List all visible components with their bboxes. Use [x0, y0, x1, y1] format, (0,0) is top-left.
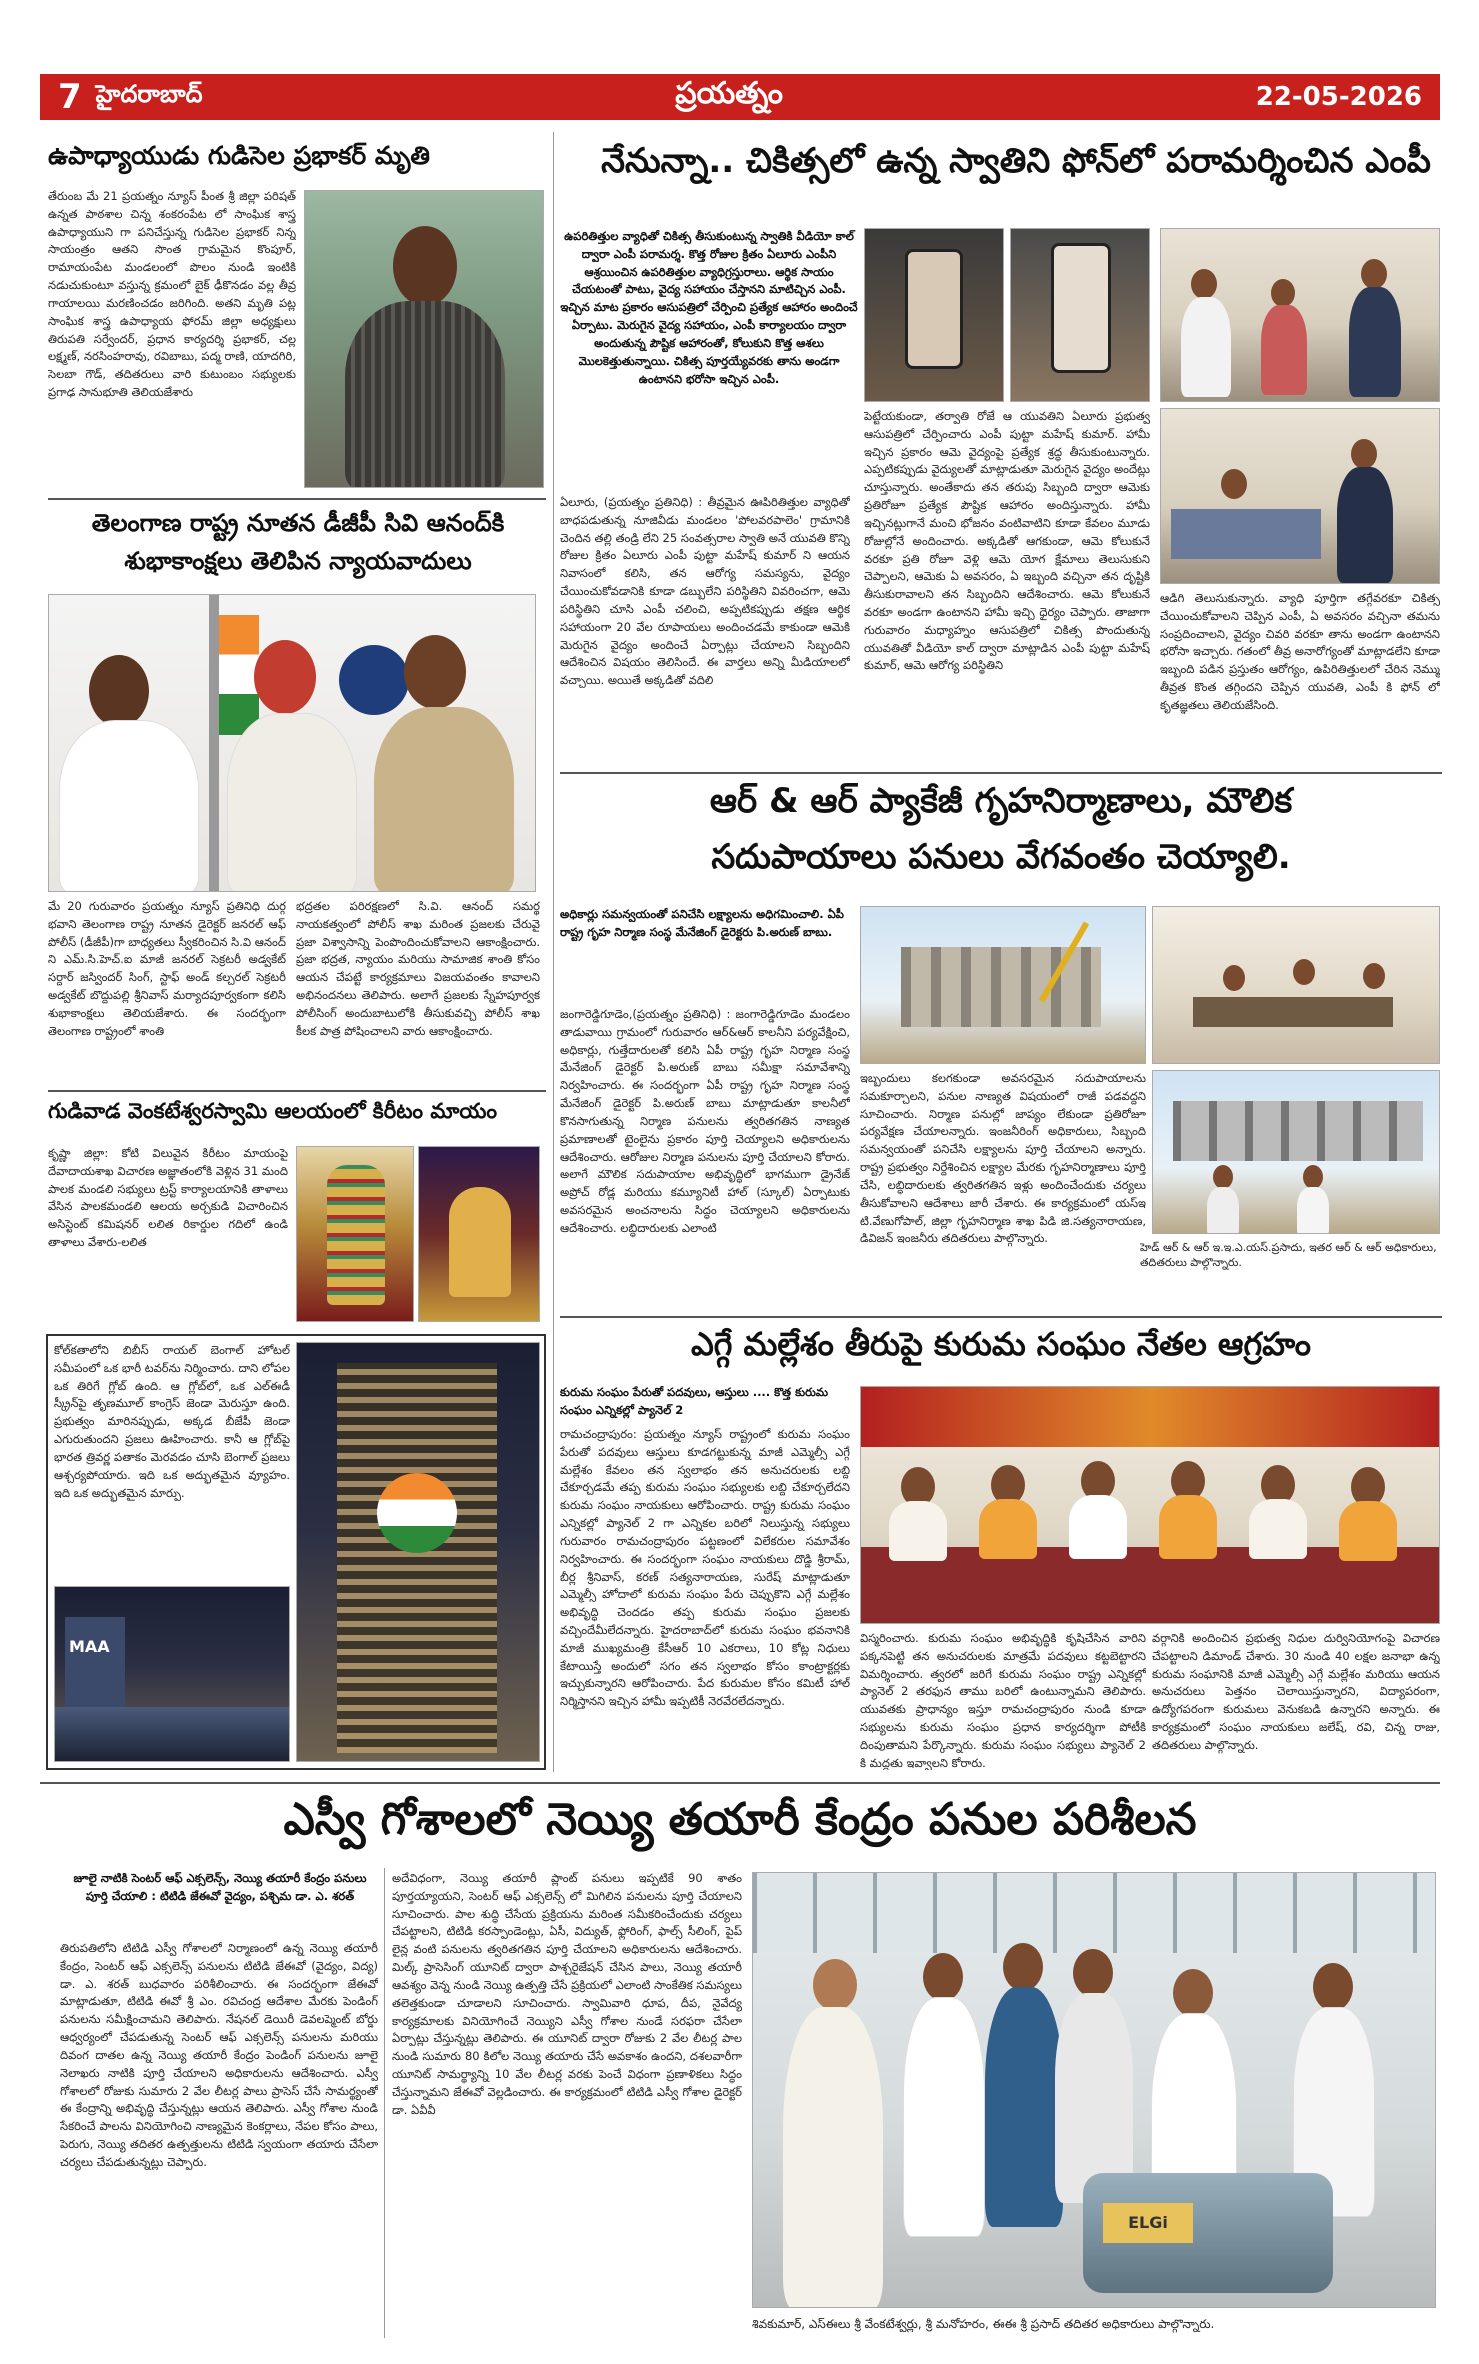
- machine-label: ELGi: [1103, 2203, 1193, 2243]
- gudivada-body: కృష్ణా జిల్లా: కోటి విలువైన కిరీటం మాయంపై దేవాదాయశాఖ విచారణ అజ్ఞాతంలోకి వెళ్లిన 31 మంది పాలక మండలి సభ్యులు ట్రస్ట్ కార్యాలయానికి తాళాలు వేసిన పాలకమండలి ఆలయ అర్చకుడి విచారించిన అసిస్టెంట్ కమిషనర్ లలిత రికార్డుల గదిలో ఉండి తాళాలు వేశారు-లలిత: [48, 1146, 288, 1250]
- street-photo: [54, 1586, 290, 1762]
- ghee-headline: ఎస్వీ గోశాలలో నెయ్యి తయారీ కేంద్రం పనుల పరిశీలన: [283, 1794, 1197, 1845]
- ghee-body-2: అదేవిధంగా, నెయ్యి తయారీ ప్లాంట్ పనులు ఇప్పటికే 90 శాతం పూర్తయ్యాయని, సెంటర్ ఆఫ్ ఎక్సలెన్స్ లో మిగిలిన పనులను పూర్తి చేయాలని సూచించారు. పాల శుద్ధి చేసేయ ప్రక్రియను మరింత సమీకరించేందుకు చర్యలు చేపట్టాలని, టిటిడి కరస్పాండెంట్లు, ఏసీ, విద్యుత్, ఫ్లోరింగ్, ఫాల్స్ సీలింగ్, పైప్ లైన్ల వంటి పనులను త్వరితగతిన పూర్తి చేయాలని అధికారులను ఆదేశించారు. మిల్క్ ప్రాసెసింగ్ యూనిట్ ద్వారా పాశ్చరైజేషన్ చేసిన పాలు, నెయ్యి తయారీ ఆవశ్యం వెన్న నుండి నెయ్యి ఉత్పత్తి చేసే ప్రక్రియలో ఎలాంటి సాంకేతిక సమస్యలు తలెత్తకుండా చూడాలని సూచించారు. స్వామివారి ధూప, దీప, నైవేద్య కార్యక్రమాలకు వినియోగించే నెయ్యిని ఎస్వీ గోశాల నుండే సరఫరా చేసేలా ఏర్పాట్లు చేస్తున్నట్లు తెలిపారు. ఈ యూనిట్ ద్వారా రోజుకు 2 వేల లీటర్ల పాల నుండి సుమారు 80 కిలోల నెయ్యి తయారు చేసే అవకాశం ఉందని, దశలవారీగా యూనిట్ సామర్థ్యాన్ని 10 వేల లీటర్ల వరకు పెంచే విధంగా ప్రణాళికలు సిద్ధం చేస్తున్నామని జేఈవో వెల్లడించారు. ఈ కార్యక్రమంలో టిటిడి ఎస్వీ గోశాల డైరెక్టర్ డా. ఏవీవీ: [392, 1871, 742, 2117]
- video-call-photo-1: [864, 228, 1004, 402]
- newspaper-brand: ప్రయత్నం: [675, 76, 784, 111]
- ghee-body-1: తిరుపతిలోని టిటిడి ఎస్వీ గోశాలలో నిర్మాణంలో ఉన్న నెయ్యి తయారీ కేంద్రం, సెంటర్ ఆఫ్ ఎక్సలెన్స్ పనులను టిటిడి జేఈవో (వైద్యం, విద్య) డా. ఎ. శరత్ బుధవారం పరిశీలించారు. ఈ సందర్భంగా జేఈవో మాట్లాడుతూ, టిటిడి ఈవో శ్రీ ఎం. రవిచంద్ర ఆదేశాల మేరకు పెండింగ్ పనులను సమీక్షించామని తెలిపారు. నేషనల్ డెయిరీ డెవలప్మెంట్ బోర్డు ఆధ్వర్యంలో చేపడుతున్న సెంటర్ ఆఫ్ ఎక్సలెన్స్ పనులను మరియు దివంగ దాతల ఉన్న నెయ్యి తయారీ కేంద్రం పెండింగ్ పనులను జూలై నెలాఖరు నాటికి పూర్తి చేయాలని అధికారులను ఆదేశించారు. ఎస్వీ గోశాలలో రోజుకు సుమారు 2 వేల లీటర్ల పాలు ప్రాసెస్ చేసే సామర్థ్యంతో ఈ కేంద్రాన్ని అభివృద్ధి చేస్తున్నట్లు ఆయన తెలిపారు. ఎస్వీ గోశాల నుండి సేకరించే పాలను వినియోగించి నాణ్యమైన కెంకర్లాలు, నేపల కోసం పాలు, పెరుగు, నెయ్యి తదితర ఉత్పత్తులను టిటిడి స్వయంగా తయారు చేసేలా చర్యలు చేపడుతున్నట్లు చెప్పారు.: [60, 1941, 378, 2169]
- kuruma-deck: కురుమ సంఘం పేరుతో పదవులు, ఆస్తులు .... కొత్త కురుమ సంఘం ఎన్నికల్లో ప్యానెల్ 2: [560, 1385, 829, 1417]
- column-rule: [384, 1868, 385, 2338]
- kuruma-body-2: విస్మరించారు. కురుమ సంఘం అభివృద్ధికి కృషిచేసిన వారిని పక్కనపెట్టి తన అనుచరులకు మాత్రమే పదవులు కట్టబెట్టారని విమర్శించారు. త్వరలో జరిగే కురుమ సంఘం రాష్ట్ర ఎన్నికల్లో ప్యానెల్ 2 తరఫున తాము బరిలో ఉంటున్నామని తెలిపారు. యువతకు ప్రాధాన్యం ఇస్తూ రామచంద్రాపురం నుండి కూడా సభ్యులను కురుమ సంఘం ప్రధాన కార్యదర్శిగా పోటీకి దింపుతామని పేర్కొన్నారు. కురుమ సంఘం సభ్యులు ప్యానెల్ 2 కి మద్దతు ఇవ్వాలని కోరారు.: [860, 1631, 1146, 1770]
- mp-call-headline: నేనున్నా.. చికిత్సలో ఉన్న స్వాతిని ఫోన్‌లో పరామర్శించిన ఎంపీ: [601, 141, 1431, 181]
- video-call-photo-2: [1010, 228, 1150, 402]
- rr-deck: అధికార్లు సమన్వయంతో పనిచేసి లక్ష్యాలను అధిగమించాలి. ఏపీ రాష్ట్ర గృహ నిర్మాణ సంస్థ మేనేజింగ్ డైరెక్టరు పి.అరుణ్ బాబు.: [560, 907, 844, 939]
- press-meet-photo: [860, 1386, 1440, 1624]
- prabhakar-photo: [304, 190, 544, 488]
- police-logo: [339, 645, 409, 715]
- page-number-block: [58, 77, 203, 117]
- mp-call-body-1: ఏలూరు, (ప్రయత్నం ప్రతినిధి) : తీవ్రమైన ఊపిరితిత్తుల వ్యాధితో బాధపడుతున్న నూజివీడు మండలం 'పోలవరపాలెం' గ్రామానికి చెందిన తల్లి తండ్రి లేని 25 సంవత్సరాల స్వాతి అనే యువతి కొన్ని రోజుల క్రితం ఏలూరు ఎంపీ పుట్టా మహేష్ కుమార్ ని ఆయన నివాసంలో కలిసి, తన ఆరోగ్య సమస్యను, వైద్యం చేయించుకోవడానికి కూడా డబ్బులేని పరిస్థితిని వివరించగా, ఆమె పరిస్థితిని చూసి ఎంపీ చలించి, అప్పటికప్పుడు తక్షణ ఆర్థిక సహాయంగా 20 వేల రూపాయలు అందించడమే కాకుండా ఆమెకి మెరుగైన వైద్యం అందించే ఏర్పాట్లు చేయాలని సిబ్బందిని ఆదేశించిన విషయం తెలిసిందే. ఈ వార్తలు అన్ని మీడియాలలో వచ్చాయి. అయితే అక్కడితో వదిలి: [560, 495, 850, 688]
- crown-photo: [296, 1146, 414, 1322]
- gudivada-headline: గుడివాడ వెంకటేశ్వరస్వామి ఆలయంలో కిరీటం మాయం: [48, 1099, 497, 1123]
- dgp-headline-line2: శుభాకాంక్షలు తెలిపిన న్యాయవాదులు: [124, 547, 472, 575]
- flag-icon: [219, 615, 259, 735]
- divider: [40, 1782, 1440, 1784]
- kuruma-headline: ఎగ్గే మల్లేశం తీరుపై కురుమ సంఘం నేతల ఆగ్రహం: [690, 1325, 1312, 1363]
- divider: [560, 1316, 1442, 1318]
- prabhakar-body: తేరుంబ మే 21 ప్రయత్నం న్యూస్ పీంత శ్రీ జిల్లా పరిషత్ ఉన్నత పాఠశాల చిన్న శంకరంపేట లో సాంఘిక శాస్త్ర ఉపాధ్యాయుని గా పనిచేస్తున్న గుడిసెల ప్రభాకర్ నిన్న సాయంత్రం ఆతని సొంత గ్రామమైన కొంపూర్, రామాయంపేట మండలంలో పొలం నుండి ఇంటికి నడుచుకుంటూ వస్తున్న క్రమంలో బైక్ ఢీకొనడం వల్ల తీవ్ర గాయాలయి మరణించడం జరిగింది. అతని మృతి పట్ల సాంఘిక శాస్త్ర ఉపాధ్యాయ ఫోరమ్ జిల్లా అధ్యక్షులు తిరుపతి సర్వేందర్, ప్రధాన కార్యదర్శి ప్రభాకర్, చల్ల లక్ష్మణ్, నరసింహరావు, రవిబాబు, పద్మ రాణి, యాదగిరి, సెలబా గౌడ్, తదితరులు వారి కుటుంబం సభ్యులకు ప్రగాఢ సానుభూతి తెలియజేశారు: [48, 189, 296, 399]
- divider: [48, 498, 546, 500]
- column-rule: [553, 132, 554, 1772]
- rr-body-1: జంగారెడ్డిగూడెం,(ప్రయత్నం ప్రతినిధి) : జంగారెడ్డిగూడెం మండలం తాడువాయి గ్రామంలో గురువారం ఆర్&ఆర్ కాలనీని పర్యవేక్షించి, అధికార్లు, గుత్తేదారులతో కలిసి ఏపీ రాష్ట్ర గృహ నిర్మాణ సంస్థ మేనేజింగ్ డైరెక్టర్ పి.అరుణ్ బాబు సమీక్షా సమావేశాన్ని నిర్వహించారు. ఈ సందర్భంగా ఏపీ రాష్ట్ర గృహ నిర్మాణ సంస్థ మేనేజింగ్ డైరెక్టర్ పి.అరుణ్ బాబు మాట్లాడుతూ కాలనీలో కొనసాగుతున్న నిర్మాణ పనులను త్వరితగతిన నాణ్యత ప్రమాణాలతో టైంలైను ప్రకారం పూర్తి చెయ్యాలని అధికారులను ఆదేశించారు. ఆరోజుల నిర్మాణ పనులను పూర్తి చేయాలని కోరారు. అలాగే మౌలిక సదుపాయాల అభివృద్ధిలో భాగముగా డ్రైనేజ్ అప్రోచ్ రోడ్ల మరియు కమ్యూనిటీ హాల్ (స్కూల్) ఏర్పాటుకు అవసరమైన అంచనాలను సిద్ధం చెయ్యాలని అధికారులను ఆదేశించారు. లబ్ధిదారులకు ఎలాంటి: [560, 1007, 850, 1235]
- construction-photo-2: [1152, 1070, 1440, 1234]
- divider: [48, 1090, 546, 1092]
- ghee-plant-photo: [752, 1872, 1436, 2308]
- page-number: 7: [58, 77, 82, 117]
- kuruma-body-3: వర్గానికి అందించిన ప్రభుత్వ నిధుల దుర్వినియోగంపై విచారణ చేపట్టాలని డిమాండ్ చేశారు. 30 నుండి 40 లక్షల జనాభా ఉన్న కురుమ సంఘానికి మాజీ ఎమ్మెల్సీ ఎగ్గే మల్లేశం మరియు ఆయన అనుచరులు పెత్తనం చెలాయిస్తున్నారని, విద్యాపరంగా, ఉద్యోగపరంగా కురుమలు వెనుకబడి ఉన్నారని అన్నారు. ఈ కార్యక్రమంలో సంఘం నాయకులు జలేష్, రవి, చిన్న రాజు, తదితరులు పాల్గొన్నారు.: [1152, 1631, 1440, 1752]
- masthead: [40, 74, 1440, 120]
- hotel-sign: MAA: [69, 1637, 110, 1656]
- globe-flag-icon: [377, 1473, 457, 1553]
- kuruma-body-1: రామచంద్రాపురం: ప్రయత్నం న్యూస్ రాష్ట్రంలో కురుమ సంఘం పేరుతో పదవులు ఆస్తులు కూడగట్టుకున్న మాజీ ఎమ్మెల్సీ ఎగ్గే మల్లేశం కేవలం తన స్వలాభం తన అనుచరులకు లబ్ది చేకూర్చడమే తప్ప కురుమ సంఘం సభ్యులకు లబ్ది చేకూర్చలేదని కురుమ సంఘం నాయకులు ఆరోపించారు. రాష్ట్ర కురుమ సంఘం ఎన్నికల్లో ప్యానెల్ 2 గా ఎన్నికల బరిలో నిలుస్తున్న సభ్యులు గురువారం రామచంద్రాపురం పట్టణంలో విలేకరుల సమావేశం నిర్వహించారు. ఈ సందర్భంగా సంఘం నాయకులు దొడ్డి శ్రీరామ్, బీర్ల శ్రీనివాస్, కరణ్ సత్యనారాయణ, సురేష్ మాట్లాడుతూ ఎమ్మెల్సీ హోదాలో కురుమ సంఘం పేరు చెప్పుకొని ఎగ్గే మల్లేశం అభివృద్ధి చెందడం తప్ప కురుమ సంఘం ప్రజలకు వచ్చిందేమీలేదన్నారు. హైదరాబాద్‌లో కురుమ సంఘం భవనానికి మాజీ ముఖ్యమంత్రి కేసీఆర్ 10 ఎకరాలు, 10 కోట్ల నిధులు కేటాయిస్తే అందులో సగం తన స్వలాభం కోసం కాంట్రాక్టర్లకు ఇచ్చుకున్నారని ఆరోపించారు. పేద కురుమల కోసం కమిటీ హాల్ నిర్మిస్తానని ఇచ్చిన హామీ ఇప్పటికీ నెరవేరలేదన్నారు.: [560, 1427, 850, 1709]
- hospital-photo-2: [1160, 408, 1440, 584]
- prabhakar-headline: ఉపాధ్యాయుడు గుడిసెల ప్రభాకర్ మృతి: [48, 141, 430, 170]
- ghee-deck: జూలై నాటికి సెంటర్ ఆఫ్ ఎక్సలెన్స్, నెయ్యి తయారీ కేంద్రం పనులు పూర్తి చేయాలి : టిటిడి జేఈవో వైద్యం, పశ్చిమ డా. ఎ. శరత్: [73, 1871, 367, 1903]
- ghee-caption: శివకుమార్, ఎస్ఈలు శ్రీ వేంకటేశ్వర్లు, శ్రీ మనోహరం, ఈఈ శ్రీ ప్రసాద్ తదితర అధికారులు పాల్గొన్నారు.: [752, 2317, 1215, 2331]
- mp-call-body-2: పెట్టేయకుండా, తర్వాతి రోజే ఆ యువతిని ఏలూరు ప్రభుత్వ ఆసుపత్రిలో చేర్పించారు ఎంపీ పుట్టా మహేష్ కుమార్. హామీ ఇచ్చిన ప్రకారం ఆమె వైద్యంపై ప్రత్యేక శ్రద్ధ తీసుకుంటున్నారు. ఎప్పటికప్పుడు వైద్యులతో మాట్లాడుతూ మెరుగైన వైద్యం అందేట్లు చూస్తున్నారు. అంతేకాదు తన తరుపు సిబ్బంది ద్వారా ఆమెకు ప్రతిరోజూ ప్రత్యేక పౌష్టిక ఆహారం అందిస్తున్నారు. హామీ ఇచ్చినట్లుగానే మంచి భోజనం వంటివాటిని కూడా కేవలం మూడు రోజుల్లోనే అందించారు. అక్కడితో ఆగకుండా, ఆమె కోలుకునే వరకూ ప్రతి రోజూ వెళ్లి ఆమె యోగ క్షేమాలు తెలుసుకుని చెప్పాలని, ఆమెకు ఏ అవసరం, ఏ ఇబ్బంది వచ్చినా తన దృష్టికి తీసుకురావాలని తన సిబ్బందిని ఆదేశించారు. ఆమె కోలుకునే వరకూ అండగా ఉంటానని హామీ ఇచ్చి ధైర్యం చెప్పారు. తాజాగా గురువారం మధ్యాహ్నం ఆసుపత్రిలో చికిత్స పొందుతున్న యువతితో వీడియో కాల్ ద్వారా మాట్లాడిన ఎంపీ పుట్టా మహేష్ కుమార్, ఆమె ఆరోగ్య పరిస్థితిని: [864, 409, 1150, 673]
- edition-date: 22-05-2026: [1255, 82, 1422, 112]
- mp-call-deck: ఉపరితిత్తుల వ్యాధితో చికిత్స తీసుకుంటున్న స్వాతికి వీడియో కాల్ ద్వారా ఎంపీ పరామర్శ. కొత్త రోజుల క్రితం ఏలూరు ఎంపీని ఆశ్రయించిన ఉపరితిత్తుల వ్యాధిగ్రస్తురాలు. ఆర్థిక సాయం చేయటంతో పాటు, వైద్య సహాయం చేస్తానని మాటిచ్చిన ఎంపీ. ఇచ్చిన మాట ప్రకారం ఆసుపత్రిలో చేర్పించి ప్రత్యేక ఆహారం అందించే ఏర్పాటు. మెరుగైన వైద్య సహాయం, ఎంపీ కార్యాలయం ద్వారా అందుతున్న పౌష్టిక ఆహారంతో, కోలుకుని కొత్త ఆశలు మొలకెత్తుతున్నాయి. చికిత్స పూర్తయ్యేవరకు తాను అండగా ఉంటానని భరోసా ఇచ్చిన ఎంపీ.: [560, 229, 858, 386]
- dgp-body-left: మే 20 గురువారం ప్రయత్నం న్యూస్ ప్రతినిధి దుర్గ భవాని తెలంగాణ రాష్ట్ర నూతన డైరెక్టర్ జనరల్ ఆఫ్ పోలీస్ (డీజీపీ)గా బాధ్యతలు స్వీకరించిన సి.వి ఆనంద్ ని ఎమ్.సి.హెచ్.ఐ మాజీ జనరల్ సెక్రటరీ అడ్వకేట్ సర్దార్ జస్విందర్ సింగ్, స్టాఫ్ అండ్ కల్చరల్ సెక్రటరీ అడ్వకేట్ బొద్దుపల్లి శ్రీనివాస్ మర్యాదపూర్వకంగా కలిసి శుభాకాంక్షలు తెలియజేశారు. ఈ సందర్భంగా తెలంగాణ రాష్ట్రంలో శాంతి: [48, 899, 286, 1038]
- city-name: హైదరాబాద్: [95, 80, 203, 108]
- dgp-body-right: భద్రతల పరిరక్షణలో సి.వి. ఆనంద్ సమర్థ నాయకత్వంలో పోలీస్ శాఖ మరింత ప్రజలకు చేరువై ప్రజా విశ్వాసాన్ని పెంపొందించుకోవాలని ఆకాంక్షించారు. ప్రజా భద్రత, న్యాయం మరియు సామాజిక శాంతి కోసం ఆయన చేపట్టే కార్యక్రమాలు విజయవంతం కావాలని అభినందనలు తెలిపారు. అలాగే ప్రజలకు స్నేహపూర్వక పోలీసింగ్ అందుబాటులోకి తీసుకువచ్చి పోలీస్ శాఖ కీలక పాత్ర పోషించాలని వారు ఆకాంక్షించారు.: [296, 899, 540, 1038]
- hospital-photo-1: [1160, 228, 1440, 402]
- mp-call-body-3: ఆడిగి తెలుసుకున్నారు. వ్యాధి పూర్తిగా తగ్గేవరకూ చికిత్స చేయించుకోవాలని చెప్పిన ఎంపీ, ఏ అవసరం వచ్చినా తమను సంప్రదించాలని, వైద్యం చివరి వరకూ తాను అండగా ఉంటానని భరోసా ఇచ్చారు. గతంలో తీవ్ర అనారోగ్యంతో మాట్లాడలేని కూడా ఇబ్బంది పడిన ప్రస్తుతం ఆరోగ్యం, ఉపిరితిత్తులలో చేరిన నెమ్ము తీవ్రత కొంత తగ్గిందని చెప్పిన యువతి, ఎంపీ కి ఫోన్ లో కృతజ్ఞతలు తెలియజేసింది.: [1160, 591, 1440, 712]
- dgp-headline-line1: తెలంగాణ రాష్ట్ర నూతన డీజీపీ సివి ఆనంద్‌కి: [91, 509, 505, 537]
- rr-body-2: ఇబ్బందులు కలగకుండా అవసరమైన సదుపాయాలను సమకూర్చాలని, పనుల నాణ్యత విషయంలో రాజీ పడవద్దని సూచించారు. నిర్మాణ పనుల్లో జాప్యం లేకుండా ప్రతిరోజూ పర్యవేక్షణ చేయాలన్నారు. ఇంజనీరింగ్ అధికారులు, సిబ్బంది సమన్వయంతో పనిచేసి లక్ష్యాలను పూర్తి చేయాలని అన్నారు. రాష్ట్ర ప్రభుత్వం నిర్దేశించిన లక్ష్యాల మేరకు గృహనిర్మాణాలు పూర్తి చేసి, లబ్ధిదారులకు త్వరితగతిన ఇళ్లు అందించేందుకు చర్యలు తీసుకోవాలని ఆదేశాలు జారీ చేశారు. ఈ కార్యక్రమంలో యస్‌ఇ టి.వేణుగోపాల్, జిల్లా గృహనిర్మాణ శాఖ పిడి జి.సత్యనారాయణ, డివిజన్ ఇంజనీరు తదితరులు పాల్గొన్నారు.: [860, 1071, 1146, 1246]
- bengal-body: కోల్‌కతాలోని బిబీస్ రాయల్ బెంగాల్ హోటల్ సమీపంలో ఒక భారీ టవర్‌ను నిర్మించారు. దాని లోపల ఒక తిరిగే గ్లోబ్ ఉంది. ఆ గ్లోబ్‌లో, ఒక ఎల్ఈడీ స్క్రీన్‌పై తృణమూల్ కాంగ్రెస్ జెండా మెరుస్తూ ఉంది. ప్రభుత్వం మారినప్పుడు, అక్కడ బీజేపీ జెండా ఎగురుతుందని ప్రజలు ఊహించారు. కానీ ఆ గ్లోబ్‌పై భారత త్రివర్ణ పతాకం మెరవడం చూసి బెంగాల్ ప్రజలు ఆశ్చర్యపోయారు. ఇది ఒక అద్భుతమైన వ్యూహం. ఇది ఒక అద్భుతమైన మార్పు.: [54, 1343, 290, 1500]
- meeting-photo: [1152, 906, 1440, 1064]
- dgp-photo: [48, 594, 536, 892]
- construction-photo-1: [860, 906, 1146, 1064]
- tower-photo: [296, 1342, 540, 1762]
- rr-headline-line1: ఆర్ & ఆర్ ప్యాకేజీ గృహనిర్మాణాలు, మౌలిక: [709, 781, 1293, 821]
- deity-photo: [418, 1146, 540, 1322]
- rr-headline-line2: సదుపాయాలు పనులు వేగవంతం చెయ్యాలి.: [711, 837, 1291, 877]
- divider: [560, 772, 1442, 774]
- rr-caption: హెడ్ ఆర్ & ఆర్ ఇ.ఇ.ఎ.యస్.ప్రసాదు, ఇతర ఆర్ & ఆర్ అధికారులు, తదితరులు పాల్గొన్నారు.: [1140, 1241, 1437, 1270]
